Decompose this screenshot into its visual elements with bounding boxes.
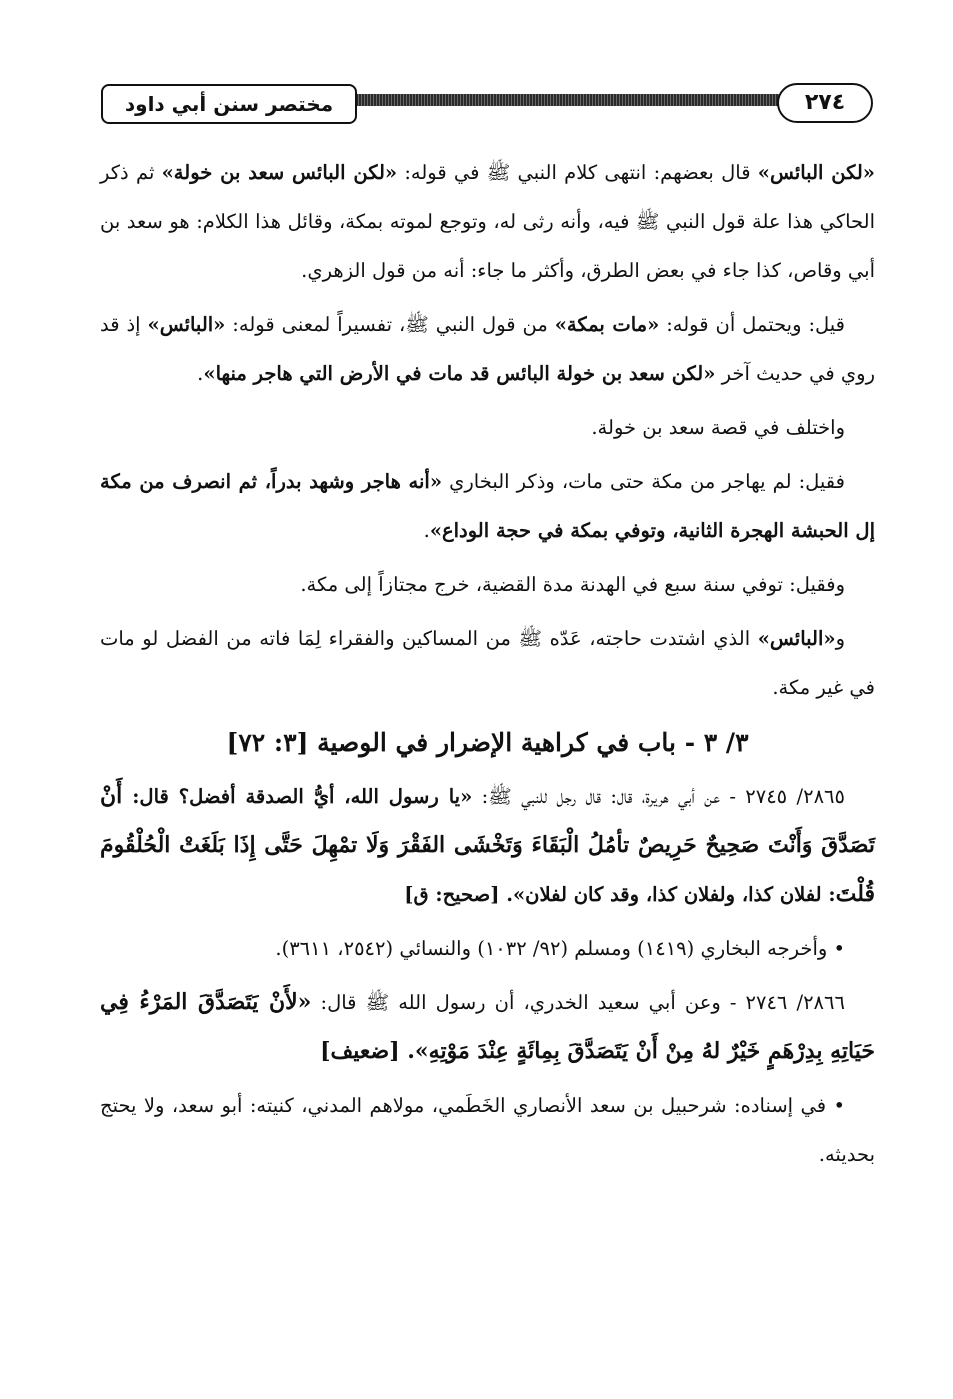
paragraph-1 [100,148,875,295]
body-text: ثم ذكر الحاكي هذا علة قول النبي ﷺ فيه، وأنه رثى له، وتوجع لموته بمكة، وقائل هذا الكلام: هو سعد بن أبي وقاص، كذا جاء في بعض الطرق، وأكثر ما جاء: أنه من قول الزهري. [100,161,875,282]
page-number: ٢٧٤ [777,83,873,123]
quote-text: «يا رسول الله، أيُّ الصدقة أفضل؟ قال: [122,785,473,808]
book-title: مختصر سنن أبي داود [101,84,357,124]
prophetic-saying: أَنْ تَصَدَّقَ وَأَنْتَ صَحِيحٌ حَرِيصٌ تأمُلُ الْبَقَاءَ وَتَخْشَى الفَقْرَ وَلَا تمْهِلَ حَتَّى إِذَا بَلَغَتْ الْحُلْقُومَ قُلْتَ [100,783,875,907]
hadith-number-text: ٢٨٦٦/ ٢٧٤٦ - وعن أبي سعيد الخدري، أن رسول الله ﷺ قال: [311,991,845,1014]
hadith-number-text: ٢٨٦٥/ ٢٧٤٥ - عن أبي هريرة، قال: قال رجل للنبي ﷺ: [472,785,845,808]
quote-text: «لكن سعد بن خولة البائس قد مات في الأرض التي هاجر منها» [203,362,716,385]
quote-text: «مات بمكة» [554,313,660,336]
hadith-2865 [100,772,875,919]
paragraph-3: واختلف في قصة سعد بن خولة. [591,416,845,439]
hadith-2865-note: • وأخرجه البخاري (١٤١٩) ومسلم (٩٢/ ١٠٣٢) والنسائي (٢٥٤٢، ٣٦١١). [275,937,845,960]
section-heading: ٣/ ٣ - باب في كراهية الإضرار في الوصية [٣: ٧٢] [226,728,749,757]
quote-text: «لكن البائس سعد بن خولة» [161,161,398,184]
quote-text: «لكن البائس» [757,161,875,184]
body-text: من قول النبي ﷺ، تفسيراً لمعنى قوله: [225,313,555,336]
page-body [100,148,875,1184]
paragraph-2 [100,300,875,398]
body-text: الذي اشتدت حاجته، عَدّه ﷺ من المساكين والفقراء لِمَا فاته من الفضل لو مات في غير مكة. [100,627,875,699]
body-text: . [423,519,430,542]
body-text: إذ قد روي في حديث آخر [100,313,875,385]
prophetic-saying: «لأَنْ يَتَصَدَّقَ المَرْءُ فِي حَيَاتِهِ بِدِرْهَمٍ خَيْرٌ لهُ مِنْ أَنْ يَتَصَدَّقَ بِمِائَةٍ عِنْدَ مَوْتِهِ». [ضعيف] [100,989,875,1064]
paragraph-5: وفقيل: توفي سنة سبع في الهدنة مدة القضية، خرج مجتازاً إلى مكة. [300,573,845,596]
hadith-2866-note: • في إسناده: شرحبيل بن سعد الأنصاري الخَطَمي، مولاهم المدني، كنيته: أبو سعد، ولا يحتج بحديثه. [100,1094,875,1166]
paragraph-4 [100,457,875,555]
quote-text: «أنه هاجر وشهد بدراً، ثم انصرف من مكة إل الحبشة الهجرة الثانية، وتوفي بمكة في حجة الوداع» [100,470,875,542]
body-text: و [835,627,845,650]
header-rule [350,94,815,106]
paragraph-6 [100,614,875,712]
body-text: قال بعضهم: انتهى كلام النبي ﷺ في قوله: [397,161,758,184]
quote-text: «البائس» [147,313,226,336]
body-text: قيل: ويحتمل أن قوله: [659,313,845,336]
body-text: فقيل: لم يهاجر من مكة حتى مات، وذكر البخاري [442,470,845,493]
hadith-2866 [100,978,875,1076]
quote-text: : لفلان كذا، ولفلان كذا، وقد كان لفلان». [صحيح: ق] [404,883,836,906]
page-header [95,80,875,126]
quote-text: «البائس» [757,627,836,650]
body-text: . [197,362,204,385]
